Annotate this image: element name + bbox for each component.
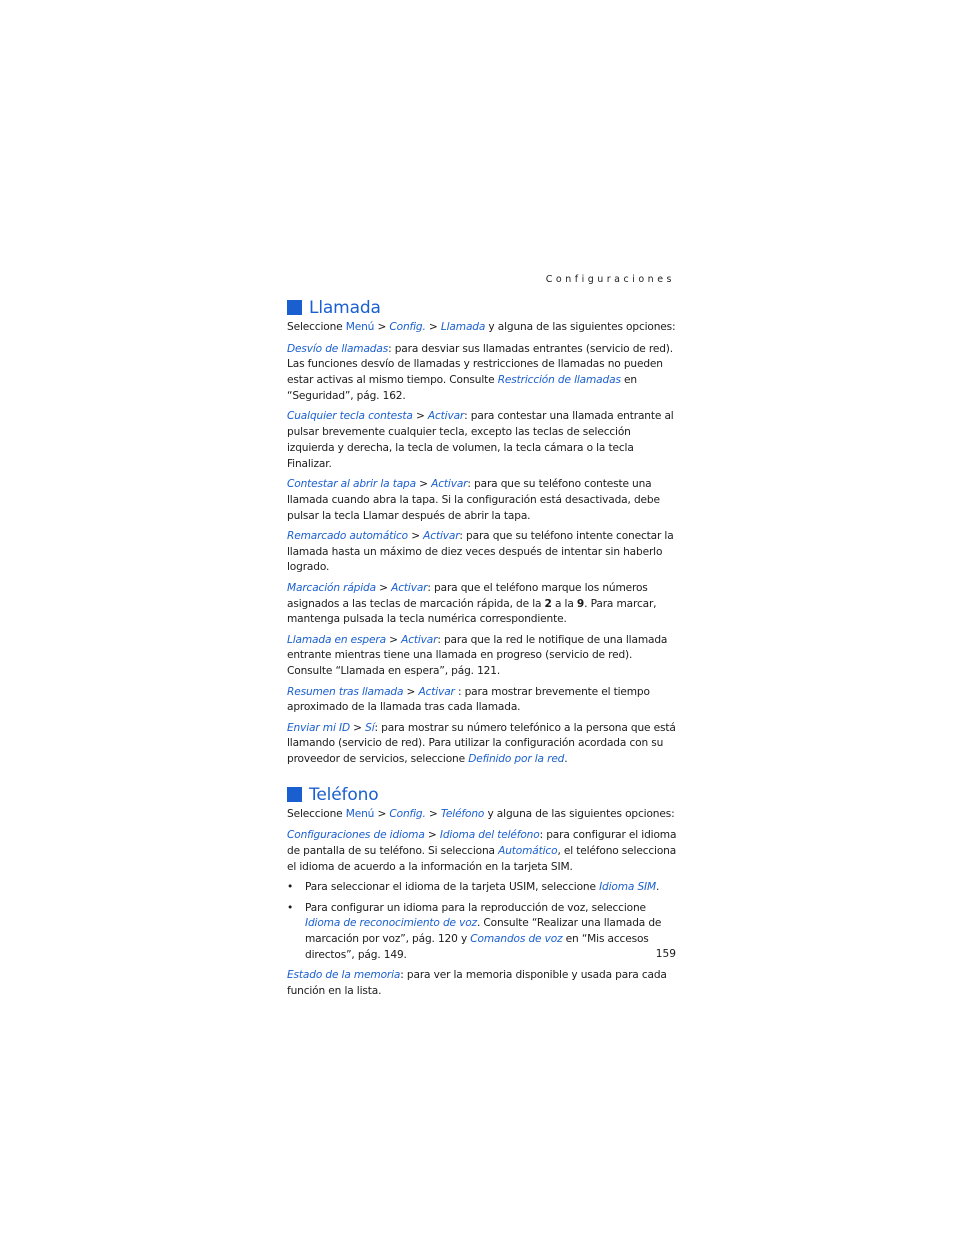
menu-key-label: Menú <box>345 807 375 820</box>
option-remarcado-automatico <box>287 529 677 576</box>
option-marcacion-rapida <box>287 581 677 628</box>
section-spacer <box>287 773 677 785</box>
body-text: en “Mis accesos directos”, pág. 149. <box>305 933 649 961</box>
bullet-item <box>287 880 677 896</box>
menu-path-link: Activar <box>391 581 428 594</box>
menu-path-link: Idioma SIM <box>599 881 657 894</box>
body-text: > <box>415 477 432 490</box>
page-number: 159 <box>655 948 676 960</box>
bullet-text <box>305 881 659 893</box>
bullet-list <box>287 880 677 963</box>
body-text: : para contestar una llamada entrante al pulsar brevemente cualquier tecla, excepto las teclas de selección izquierda y derecha, la tecla de volumen, la tecla cámara o la tecla Finalizar. <box>287 410 674 470</box>
section-telefono <box>287 785 677 1000</box>
key-number: 9 <box>576 597 585 610</box>
body-text: > <box>408 529 424 542</box>
square-icon <box>287 787 302 802</box>
body-text: > <box>374 807 390 820</box>
body-text: > <box>412 410 428 423</box>
menu-path-link: Comandos de voz <box>470 933 563 946</box>
menu-key-label: Menú <box>345 320 375 333</box>
body-text: : para que la red le notifique de una llamada entrante mientras tiene una llamada en progreso (servicio de red). Consulte “Llamada en espera”, pág. 121. <box>287 633 668 678</box>
body-text: . Para marcar, mantenga pulsada la tecla numérica correspondiente. <box>287 597 657 626</box>
body-text: , el teléfono selecciona el idioma de acuerdo a la información en la tarjeta SIM. <box>287 845 677 873</box>
section-heading <box>287 298 677 318</box>
menu-path-link: Estado de la memoria <box>287 969 401 982</box>
option-enviar-mi-id <box>287 721 677 768</box>
section-intro <box>287 807 677 823</box>
menu-path-link: Activar <box>423 529 460 542</box>
menu-path-link: Configuraciones de idioma <box>287 829 425 842</box>
body-text: Para configurar un idioma para la reproducción de voz, seleccione <box>305 901 646 914</box>
square-icon <box>287 300 302 315</box>
option-resumen-tras-llamada <box>287 685 677 717</box>
body-text: : para configurar el idioma de pantalla de su teléfono. Si selecciona <box>287 829 677 858</box>
body-text: > <box>403 685 419 698</box>
body-text: : para que su teléfono conteste una llamada cuando abra la tapa. Si la configuración está desactivada, debe pulsar la tecla Llamar después de abrir la tapa. <box>287 477 660 522</box>
body-text: y alguna de las siguientes opciones: <box>485 320 676 333</box>
body-text: Para seleccionar el idioma de la tarjeta USIM, seleccione <box>305 881 600 894</box>
menu-path-link: Config. <box>389 320 426 333</box>
menu-path-link: Cualquier tecla contesta <box>287 410 413 423</box>
option-cualquier-tecla-contesta <box>287 409 677 472</box>
body-text: > <box>374 320 390 333</box>
running-head: Configuraciones <box>545 274 675 285</box>
menu-path-link: Automático <box>498 845 558 858</box>
menu-path-link: Marcación rápida <box>287 581 376 594</box>
body-text: . <box>564 753 568 766</box>
body-text: . Consulte “Realizar una llamada de marcación por voz”, pág. 120 y <box>305 917 662 946</box>
option-estado-de-la-memoria <box>287 968 677 1000</box>
menu-path-link: Idioma de reconocimiento de voz <box>305 917 477 930</box>
menu-path-link: Desvío de llamadas <box>287 342 389 355</box>
menu-path-link: Llamada <box>440 320 486 333</box>
body-text: > <box>385 633 402 646</box>
body-text: y alguna de las siguientes opciones: <box>484 807 675 820</box>
bullet-text <box>305 902 661 961</box>
bullet-icon: • <box>287 881 294 894</box>
menu-path-link: Idioma del teléfono <box>439 829 540 842</box>
body-text: : para desviar sus llamadas entrantes (servicio de red). Las funciones desvío de llamadas y restricciones de llamadas no pueden estar activas al mismo tiempo. Consulte <box>287 342 673 387</box>
menu-path-link: Teléfono <box>440 807 485 820</box>
menu-path-link: Definido por la red <box>468 753 565 766</box>
menu-path-link: Activar <box>401 633 438 646</box>
menu-path-link: Activar <box>427 410 465 423</box>
option-contestar-al-abrir-la-tapa <box>287 477 677 524</box>
menu-path-link: Remarcado automático <box>287 529 408 542</box>
section-title: Teléfono <box>309 784 379 805</box>
body-text: > <box>375 581 392 594</box>
menu-path-link: Contestar al abrir la tapa <box>287 477 416 490</box>
body-text: : para mostrar su número telefónico a la persona que está llamando (servicio de red). Para utilizar la configuración acordada con su proveedor de servicios, seleccione <box>287 721 676 766</box>
body-text: > <box>424 829 440 842</box>
body-text: : para ver la memoria disponible y usada para cada función en la lista. <box>287 969 667 997</box>
bullet-item <box>287 901 677 964</box>
body-text: . <box>656 881 660 894</box>
menu-path-link: Enviar mi ID <box>287 721 350 734</box>
key-number: 2 <box>544 597 552 610</box>
body-text: en “Seguridad”, pág. 162. <box>287 374 637 402</box>
body-text: Seleccione <box>287 807 346 820</box>
menu-path-link: Llamada en espera <box>287 633 386 646</box>
body-text: > <box>349 721 366 734</box>
option-desvio-de-llamadas <box>287 342 677 405</box>
menu-path-link: Restricción de llamadas <box>497 374 621 387</box>
body-text: Seleccione <box>287 320 346 333</box>
option-llamada-en-espera <box>287 633 677 680</box>
section-title: Llamada <box>309 297 381 318</box>
menu-path-link: Sí <box>365 721 375 734</box>
section-intro <box>287 320 677 336</box>
body-text: > <box>425 807 441 820</box>
section-heading <box>287 785 677 805</box>
section-llamada <box>287 298 677 768</box>
body-text: > <box>425 320 441 333</box>
option-configuraciones-de-idioma <box>287 828 677 875</box>
menu-path-link: Resumen tras llamada <box>287 685 404 698</box>
menu-path-link: Config. <box>389 807 426 820</box>
menu-path-link: Activar <box>418 685 455 698</box>
menu-path-link: Activar <box>431 477 468 490</box>
body-text: : para que el teléfono marque los números asignados a las teclas de marcación rápida, de la <box>287 581 648 610</box>
body-text: : para que su teléfono intente conectar la llamada hasta un máximo de diez veces después de intentar sin haberlo logrado. <box>287 529 674 574</box>
bullet-icon: • <box>287 901 294 914</box>
body-text: a la <box>551 597 577 610</box>
body-text: : para mostrar brevemente el tiempo aproximado de la llamada tras cada llamada. <box>287 685 650 714</box>
page <box>287 272 677 1004</box>
